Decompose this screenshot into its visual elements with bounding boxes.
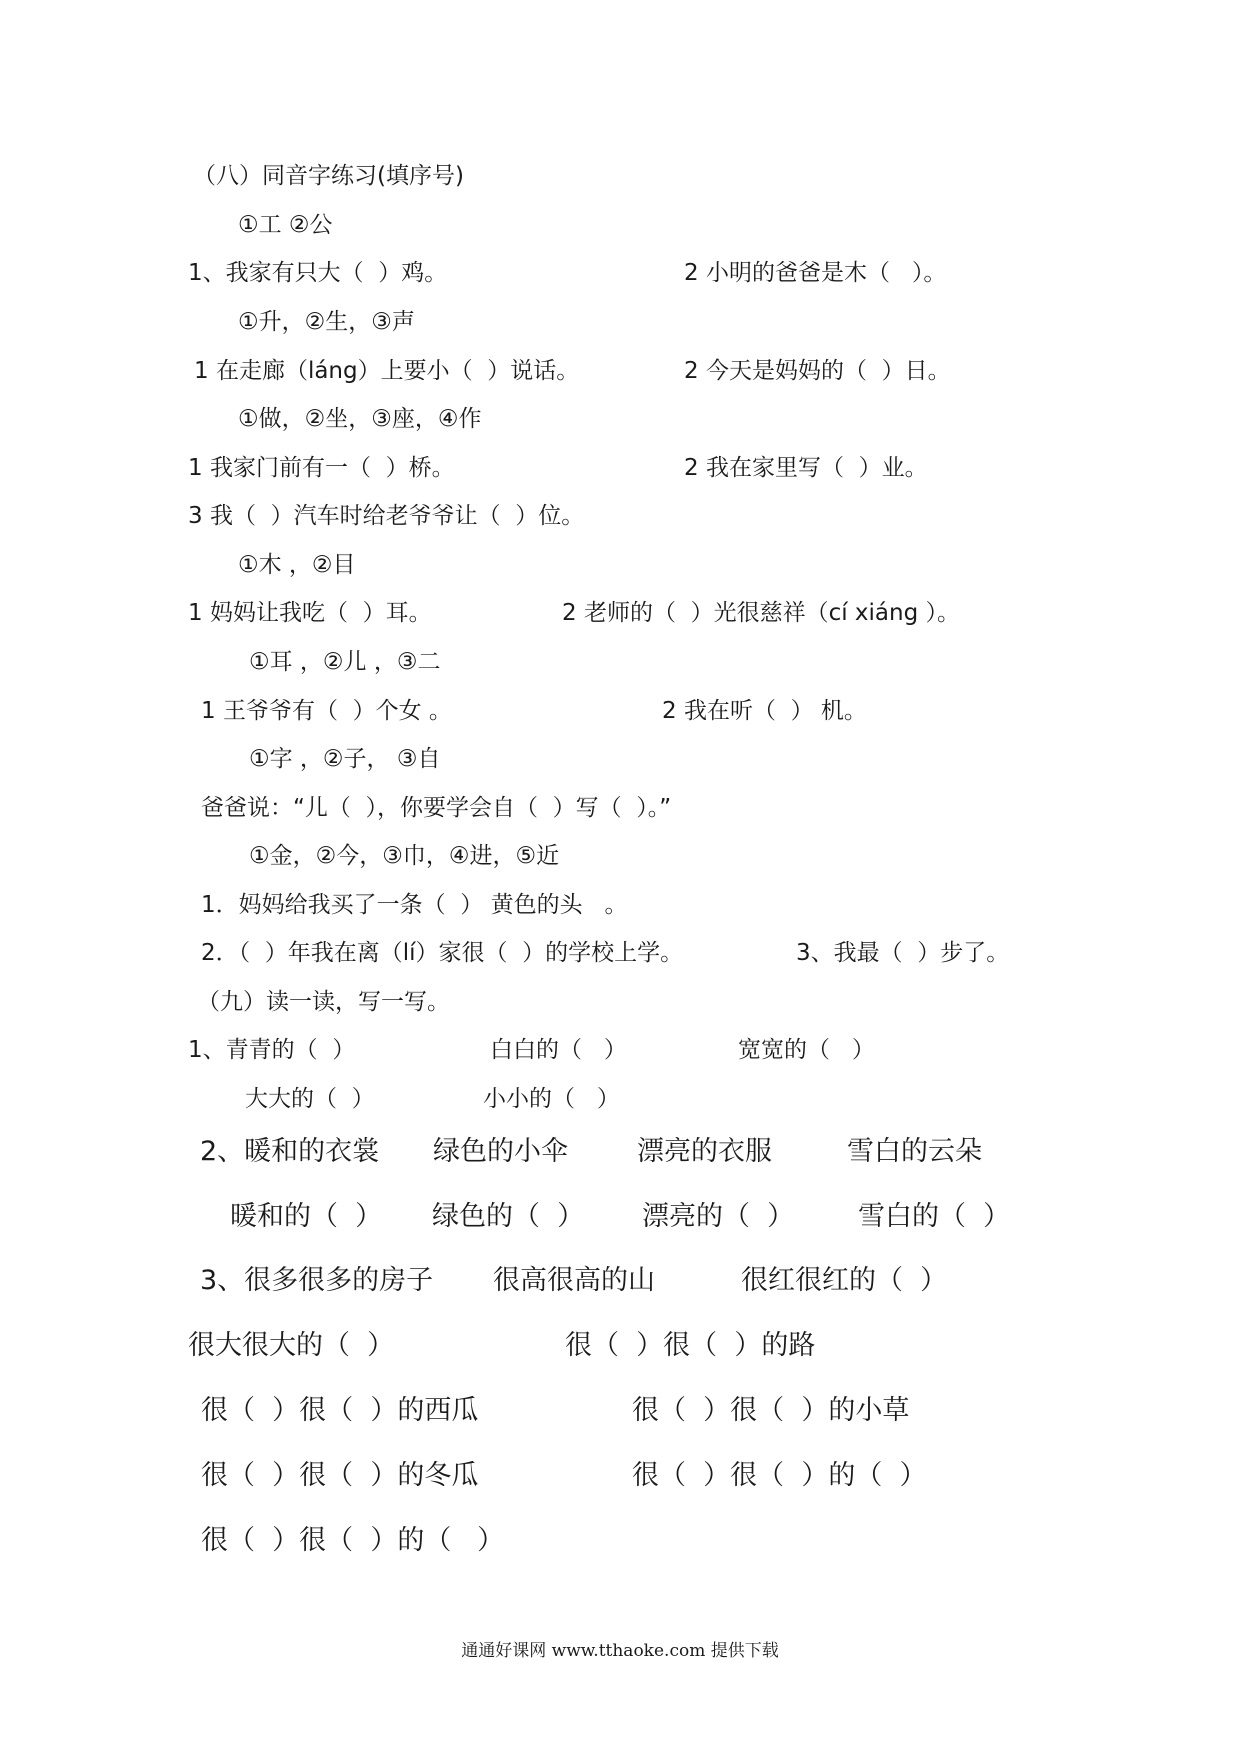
question-text: 2 老师的（ ）光很慈祥（cí xiáng ）。 [562, 600, 960, 626]
question-text: 1 王爷爷有（ ）个女 。 [201, 698, 452, 724]
question-text: 1 在走廊（láng）上要小（ ）说话。 [194, 358, 580, 384]
options-zuo: ①做，②坐，③座，④作 [238, 406, 482, 432]
q1-item: 白白的（ ） [490, 1037, 627, 1063]
question-text: 1 妈妈让我吃（ ）耳。 [188, 600, 432, 626]
q2-blank: 漂亮的（ ） [642, 1201, 795, 1232]
footer-credit: 通通好课网 www.tthaoke.com 提供下载 [461, 1641, 779, 1661]
question-text: 2 今天是妈妈的（ ）日。 [684, 358, 951, 384]
question-text: 2 小明的爸爸是木（ ）。 [684, 260, 947, 286]
q2-example: 雪白的云朵 [847, 1136, 982, 1167]
q1-item: 大大的（ ） [245, 1086, 375, 1112]
q3-item: 很（ ）很（ ）的（ ） [632, 1460, 927, 1491]
q3-item: 很（ ）很（ ）的冬瓜 [201, 1460, 479, 1491]
options-zi: ①字 ，②子， ③自 [249, 746, 441, 772]
q3-item: 3、很多很多的房子 [200, 1265, 434, 1296]
q2-blank: 暖和的（ ） [230, 1201, 383, 1232]
q2-blank: 雪白的（ ） [858, 1201, 1011, 1232]
q1-item: 1、青青的（ ） [188, 1037, 356, 1063]
question-text: 2 我在家里写（ ）业。 [684, 455, 928, 481]
q3-item: 很（ ）很（ ）的（ ） [201, 1525, 505, 1556]
q3-item: 很（ ）很（ ）的路 [565, 1330, 816, 1361]
options-jin: ①金，②今，③巾，④进，⑤近 [249, 843, 560, 869]
question-text: 2．（ ）年我在离（lí）家很（ ）的学校上学。 [201, 940, 684, 966]
q1-item: 小小的（ ） [483, 1086, 620, 1112]
question-text: 1、我家有只大（ ）鸡。 [188, 260, 448, 286]
question-text: 爸爸说：“儿（ ），你要学会自（ ）写（ ）。” [201, 795, 672, 821]
question-text: 1．妈妈给我买了一条（ ） 黄色的头 。 [201, 892, 628, 918]
q2-example: 2、暖和的衣裳 [200, 1136, 380, 1167]
q2-example: 漂亮的衣服 [637, 1136, 772, 1167]
question-text: 2 我在听（ ） 机。 [662, 698, 867, 724]
q2-blank: 绿色的（ ） [432, 1201, 585, 1232]
q3-item: 很大很大的（ ） [188, 1330, 395, 1361]
options-er: ①耳 ，②儿 ，③二 [249, 649, 441, 675]
question-text: 1 我家门前有一（ ）桥。 [188, 455, 455, 481]
section-8-heading: （八）同音字练习(填序号) [193, 163, 464, 189]
q2-example: 绿色的小伞 [433, 1136, 568, 1167]
q3-item: 很红很红的（ ） [741, 1265, 948, 1296]
question-text: 3、我最（ ）步了。 [796, 940, 1010, 966]
q3-item: 很（ ）很（ ）的小草 [632, 1395, 910, 1426]
question-text: 3 我（ ）汽车时给老爷爷让（ ）位。 [188, 503, 585, 529]
options-gong: ①工 ②公 [238, 212, 333, 238]
section-9-heading: （九）读一读，写一写。 [197, 989, 450, 1015]
options-sheng: ①升，②生，③声 [238, 309, 415, 335]
q3-item: 很（ ）很（ ）的西瓜 [201, 1395, 479, 1426]
q3-item: 很高很高的山 [493, 1265, 655, 1296]
options-mu: ①木 ，②目 [238, 552, 356, 578]
q1-item: 宽宽的（ ） [738, 1037, 875, 1063]
